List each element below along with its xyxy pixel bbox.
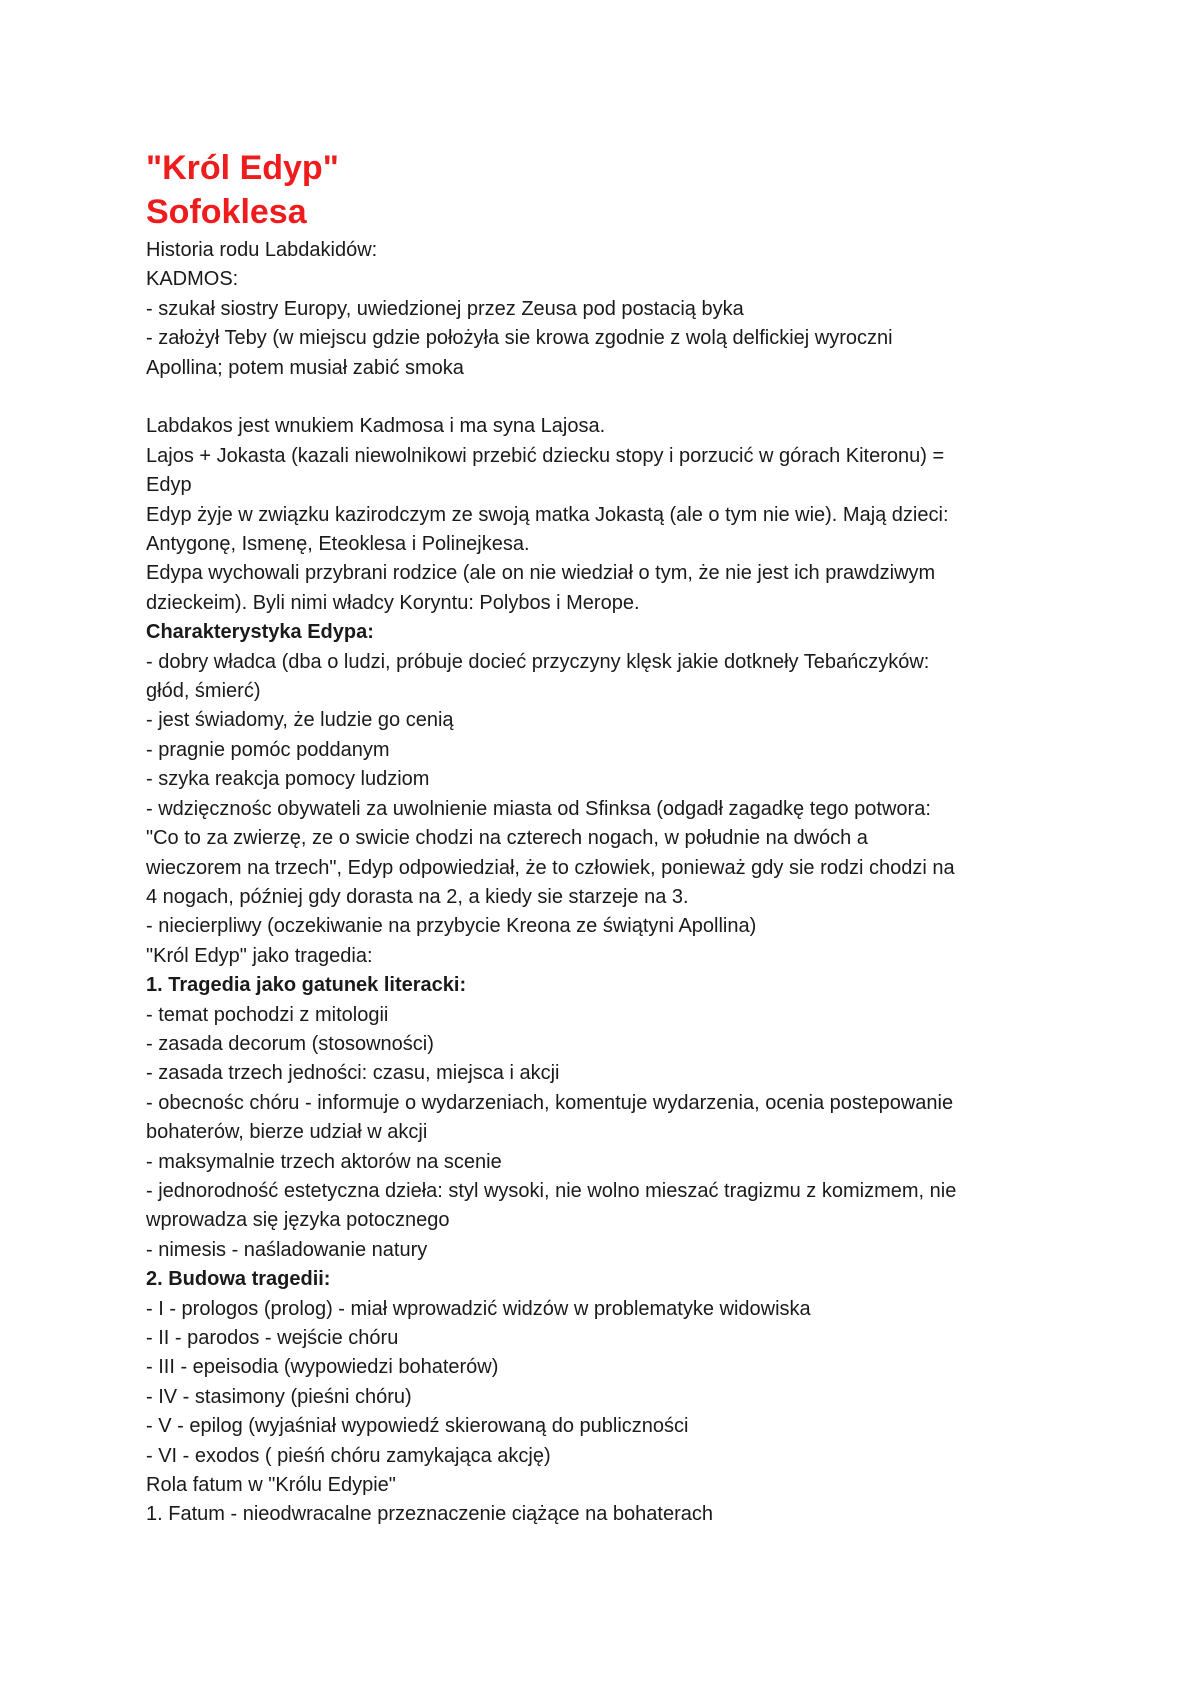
text-line: - jednorodność estetyczna dzieła: styl wysoki, nie wolno mieszać tragizmu z komizmem, nie	[146, 1179, 957, 1202]
blank-line	[146, 383, 1066, 412]
text-line: - IV - stasimony (pieśni chóru)	[146, 1385, 412, 1408]
title-line-1: "Król Edyp"	[146, 149, 339, 187]
text-line: Labdakos jest wnukiem Kadmosa i ma syna Lajosa.	[146, 415, 606, 438]
text-line: 1. Fatum - nieodwracalne przeznaczenie ciążące na bohaterach	[146, 1503, 713, 1526]
text-line: Edyp	[146, 474, 192, 497]
text-line: Edypa wychowali przybrani rodzice (ale on nie wiedział o tym, że nie jest ich prawdziwym	[146, 562, 936, 585]
section-heading-charakterystyka: Charakterystyka Edypa:	[146, 621, 374, 644]
document-body	[146, 236, 1066, 1530]
text-line: Lajos + Jokasta (kazali niewolnikowi przebić dziecku stopy i porzucić w górach Kiteronu) =	[146, 444, 945, 467]
text-line: Historia rodu Labdakidów:	[146, 239, 378, 261]
text-line: - zasada trzech jedności: czasu, miejsca i akcji	[146, 1062, 560, 1085]
text-line: - szukał siostry Europy, uwiedzionej przez Zeusa pod postacią byka	[146, 297, 744, 320]
text-line: - temat pochodzi z mitologii	[146, 1003, 389, 1026]
title-line-2: Sofoklesa	[146, 193, 307, 231]
text-line: głód, śmierć)	[146, 680, 261, 703]
text-line: - VI - exodos ( pieśń chóru zamykająca akcję)	[146, 1444, 551, 1467]
text-line: - szyka reakcja pomocy ludziom	[146, 768, 430, 791]
text-line: - maksymalnie trzech aktorów na scenie	[146, 1150, 502, 1173]
text-line: - dobry władca (dba o ludzi, próbuje docieć przyczyny klęsk jakie dotkneły Tebańczyków:	[146, 650, 930, 673]
text-line: - niecierpliwy (oczekiwanie na przybycie Kreona ze świątyni Apollina)	[146, 915, 757, 938]
text-line: wprowadza się języka potocznego	[146, 1209, 450, 1232]
text-line: dzieckeim). Byli nimi władcy Koryntu: Polybos i Merope.	[146, 591, 640, 614]
text-line: - jest świadomy, że ludzie go cenią	[146, 709, 454, 732]
section-heading-tragedia-gatunek: 1. Tragedia jako gatunek literacki:	[146, 974, 467, 997]
text-line: Antygonę, Ismenę, Eteoklesa i Polinejkesa.	[146, 533, 530, 556]
text-line: - II - parodos - wejście chóru	[146, 1327, 399, 1350]
text-line: - III - epeisodia (wypowiedzi bohaterów)	[146, 1356, 499, 1379]
text-line: bohaterów, bierze udział w akcji	[146, 1121, 428, 1144]
text-line: "Król Edyp" jako tragedia:	[146, 944, 373, 967]
document-page	[146, 146, 1066, 1530]
text-line: - założył Teby (w miejscu gdzie położyła sie krowa zgodnie z wolą delfickiej wyroczni	[146, 327, 893, 350]
section-heading-budowa: 2. Budowa tragedii:	[146, 1268, 331, 1291]
text-line: Rola fatum w "Królu Edypie"	[146, 1474, 396, 1497]
text-line: 4 nogach, później gdy dorasta na 2, a kiedy sie starzeje na 3.	[146, 885, 689, 908]
text-line: - wdzięcznośc obywateli za uwolnienie miasta od Sfinksa (odgadł zagadkę tego potwora:	[146, 797, 931, 820]
text-line: Edyp żyje w związku kazirodczym ze swoją matka Jokastą (ale o tym nie wie). Mają dzieci:	[146, 503, 949, 526]
text-line: - nimesis - naśladowanie natury	[146, 1238, 428, 1261]
text-line: - zasada decorum (stosowności)	[146, 1032, 434, 1055]
text-line: Apollina; potem musiał zabić smoka	[146, 356, 464, 379]
text-line: - I - prologos (prolog) - miał wprowadzić widzów w problematyke widowiska	[146, 1297, 811, 1320]
text-line: "Co to za zwierzę, ze o swicie chodzi na czterech nogach, w południe na dwóch a	[146, 827, 868, 850]
document-title	[146, 146, 1066, 234]
text-line: - pragnie pomóc poddanym	[146, 738, 390, 761]
text-line: - obecnośc chóru - informuje o wydarzeniach, komentuje wydarzenia, ocenia postepowanie	[146, 1091, 954, 1114]
text-line: - V - epilog (wyjaśniał wypowiedź skierowaną do publiczności	[146, 1415, 689, 1438]
text-line: wieczorem na trzech", Edyp odpowiedział, że to człowiek, ponieważ gdy sie rodzi chodzi na	[146, 856, 955, 879]
section-heading-kadmos: KADMOS:	[146, 268, 239, 291]
